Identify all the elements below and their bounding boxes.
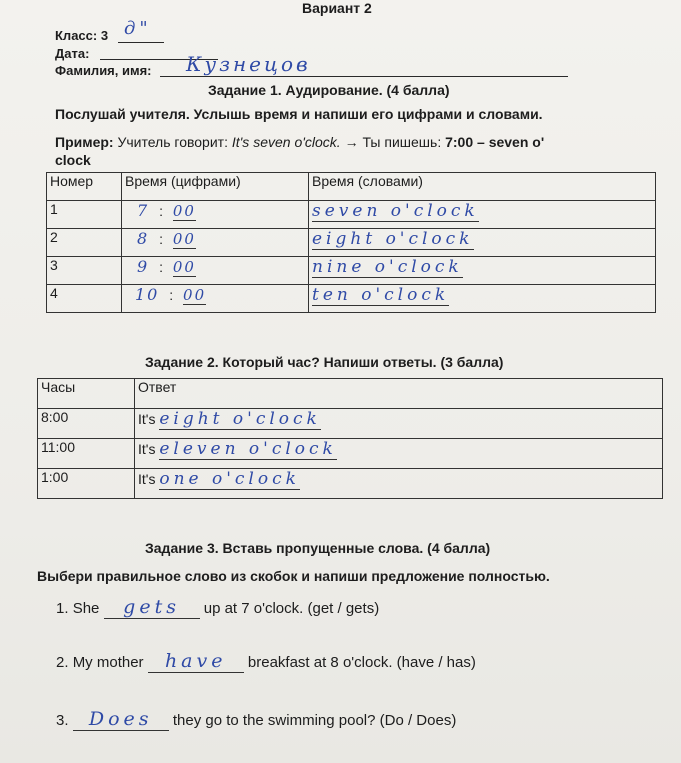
example-answer: 7:00 – seven o': [445, 134, 545, 150]
hours-handwritten: 8: [137, 229, 150, 248]
row-words: [309, 229, 656, 257]
header-time-digits: Время (цифрами): [122, 173, 309, 201]
row-answer: [135, 409, 663, 439]
name-underline: [160, 76, 568, 77]
table-row: [38, 469, 663, 499]
example-arrow: → Ты пишешь:: [340, 134, 446, 150]
words-handwritten: seven o'clock: [312, 201, 479, 221]
row-time: 8:00: [38, 409, 135, 439]
words-handwritten: eight o'clock: [312, 229, 474, 249]
item-after: they go to the swimming pool? (Do / Does): [172, 712, 457, 729]
name-label: Фамилия, имя:: [55, 63, 152, 78]
words-handwritten: ten o'clock: [312, 285, 450, 305]
task1-header-row: [47, 173, 656, 201]
hours-handwritten: 10: [135, 285, 160, 304]
row-digits: 8 : 00: [122, 229, 309, 257]
task3-title: Задание 3. Вставь пропущенные слова. (4 балла): [145, 540, 491, 556]
row-time: 11:00: [38, 439, 135, 469]
task1-title: Задание 1. Аудирование. (4 балла): [208, 82, 450, 98]
variant-title: Вариант 2: [302, 0, 372, 16]
answer-prefix: It's: [138, 471, 156, 487]
task3-instruction: Выбери правильное слово из скобок и напиши предложение полностью.: [37, 568, 550, 584]
class-underline: [118, 42, 164, 43]
table-row: [47, 201, 656, 229]
table-row: [47, 257, 656, 285]
row-words: [309, 257, 656, 285]
example-answer-cont: clock: [55, 152, 91, 168]
row-words: [309, 285, 656, 313]
task1-instruction: Послушай учителя. Услышь время и напиши его цифрами и словами.: [55, 106, 543, 122]
item-number: 1.: [56, 600, 69, 617]
item-answer-handwritten: have: [148, 650, 244, 673]
example-italic: It's seven o'clock.: [231, 134, 341, 150]
answer-handwritten: eleven o'clock: [159, 439, 337, 459]
row-number: 3: [47, 257, 122, 285]
header-answer: Ответ: [135, 379, 663, 409]
task2-table: [37, 378, 663, 499]
example-label: Пример:: [55, 134, 114, 150]
words-handwritten: nine o'clock: [312, 257, 463, 277]
answer-handwritten: one o'clock: [159, 469, 300, 489]
row-answer: [135, 469, 663, 499]
class-handwritten: д": [124, 18, 152, 39]
answer-prefix: It's: [138, 441, 156, 457]
date-label: Дата:: [55, 46, 90, 61]
minutes-handwritten: 00: [172, 230, 196, 248]
item-number: 3.: [56, 712, 69, 729]
hours-handwritten: 7: [137, 201, 150, 220]
row-digits: 9 : 00: [122, 257, 309, 285]
item-number: 2.: [56, 654, 69, 671]
header-hours: Часы: [38, 379, 135, 409]
table-row: [38, 439, 663, 469]
task3-item-2: [56, 650, 476, 673]
minutes-handwritten: 00: [172, 202, 196, 220]
item-answer-handwritten: gets: [104, 596, 200, 619]
task1-example: [55, 134, 544, 150]
table-row: [47, 229, 656, 257]
item-answer-handwritten: Does: [73, 708, 169, 731]
table-row: [47, 285, 656, 313]
row-number: 4: [47, 285, 122, 313]
table-row: [38, 409, 663, 439]
answer-handwritten: eight o'clock: [159, 409, 321, 429]
row-answer: [135, 439, 663, 469]
task2-header-row: [38, 379, 663, 409]
class-label: Класс: 3: [55, 28, 109, 43]
example-text: Учитель говорит:: [113, 134, 232, 150]
header-number: Номер: [47, 173, 122, 201]
answer-prefix: It's: [138, 411, 156, 427]
task2-title: Задание 2. Который час? Напиши ответы. (3 балла): [145, 354, 504, 370]
row-number: 2: [47, 229, 122, 257]
item-before: She: [72, 600, 100, 617]
task1-table: [46, 172, 656, 313]
row-words: [309, 201, 656, 229]
minutes-handwritten: 00: [183, 286, 207, 304]
minutes-handwritten: 00: [172, 258, 196, 276]
header-time-words: Время (словами): [309, 173, 656, 201]
item-before: My mother: [72, 654, 144, 671]
row-digits: 7 : 00: [122, 201, 309, 229]
task3-item-3: [56, 708, 456, 731]
row-digits: 10 : 00: [122, 285, 309, 313]
item-after: breakfast at 8 o'clock. (have / has): [247, 654, 476, 671]
item-after: up at 7 o'clock. (get / gets): [203, 600, 380, 617]
row-time: 1:00: [38, 469, 135, 499]
name-handwritten: Кузнецов: [186, 52, 311, 76]
task3-item-1: [56, 596, 379, 619]
hours-handwritten: 9: [137, 257, 150, 276]
row-number: 1: [47, 201, 122, 229]
